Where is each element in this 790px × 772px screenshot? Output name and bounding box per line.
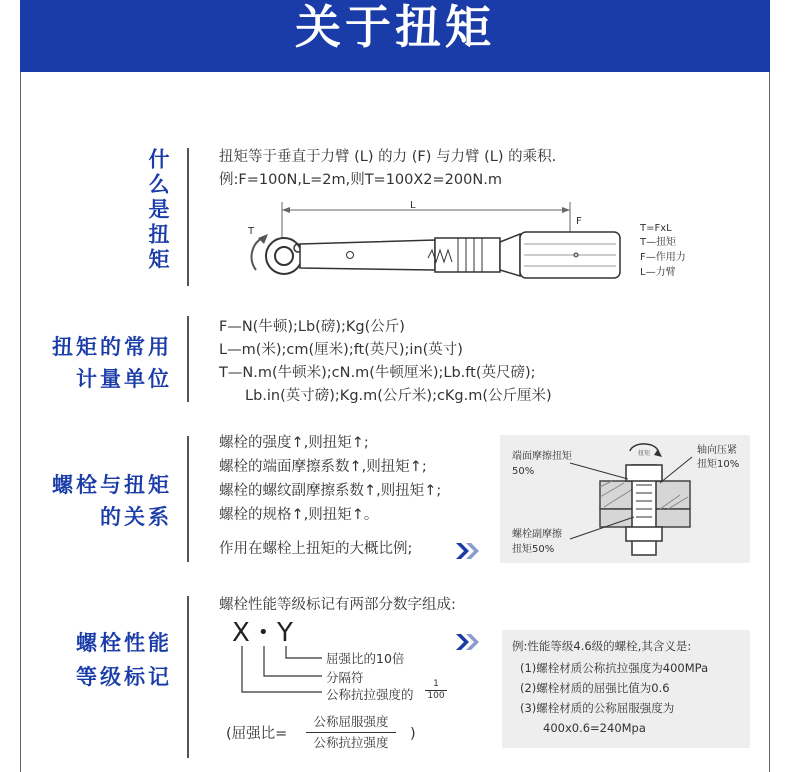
section2-line-3: T—N.m(牛顿米);cN.m(牛顿厘米);Lb.ft(英尺磅);: [219, 365, 536, 381]
section1-line-2: 例:F=100N,L=2m,则T=100X2=200N.m: [219, 172, 502, 188]
ratio-numerator: 公称屈服强度: [306, 712, 396, 733]
section3-line-3: 螺栓的螺纹副摩擦系数↑,则扭矩↑;: [219, 483, 442, 499]
note-strength: 公称抗拉强度的: [326, 687, 414, 702]
section4-title-line-1: 螺栓性能: [76, 631, 172, 655]
ratio-fraction: [306, 712, 396, 753]
section2-line-2: L—m(米);cm(厘米);ft(英尺);in(英寸): [219, 342, 463, 358]
example-line-5: 400x0.6=240Mpa: [543, 721, 646, 735]
example-line-1: 例:性能等级4.6级的螺栓,其含义是:: [512, 639, 692, 653]
mark-leader-lines: [230, 646, 330, 698]
mark-y: Y: [277, 618, 293, 648]
ratio-prefix: (屈强比=: [226, 726, 288, 742]
chevron-right-icon-2: [456, 632, 482, 652]
mark-x: X: [232, 618, 250, 648]
axial-label-2: 扭矩10%: [697, 459, 740, 470]
section3-title-line-1: 螺栓与扭矩: [52, 473, 172, 497]
section4-divider: [187, 596, 189, 758]
section3-divider: [187, 436, 189, 562]
ratio-suffix: ): [410, 726, 416, 742]
note-ratio: 屈强比的10倍: [326, 651, 405, 666]
section3-title-line-2: 的关系: [100, 505, 172, 529]
legend-line-1: T=FxL: [640, 223, 672, 234]
section2-line-4: Lb.in(英寸磅);Kg.m(公斤米);cKg.m(公斤厘米): [245, 388, 552, 404]
thread-label-1: 螺栓副摩擦: [512, 529, 562, 540]
section3-line-4: 螺栓的规格↑,则扭矩↑。: [219, 507, 379, 523]
section3-example-line: 作用在螺栓上扭矩的大概比例;: [219, 541, 413, 557]
ratio-denominator: 公称抗拉强度: [313, 735, 389, 750]
legend-line-4: L—力臂: [640, 267, 676, 278]
section1-line-1: 扭矩等于垂直于力臂 (L) 的力 (F) 与力臂 (L) 的乘积.: [219, 149, 557, 165]
section2-line-1: F—N(牛顿);Lb(磅);Kg(公斤): [219, 319, 405, 335]
section4-intro: 螺栓性能等级标记有两部分数字组成:: [219, 597, 456, 613]
thread-label-2: 扭矩50%: [512, 544, 555, 555]
end-face-label-2: 50%: [512, 466, 535, 477]
note-separator: 分隔符: [326, 670, 364, 685]
section3-line-2: 螺栓的端面摩擦系数↑,则扭矩↑;: [219, 459, 427, 475]
section3-line-1: 螺栓的强度↑,则扭矩↑;: [219, 435, 369, 451]
legend-line-2: T—扭矩: [640, 237, 677, 248]
end-face-label-1: 端面摩擦扭矩: [512, 451, 572, 462]
header-banner: [20, 0, 770, 72]
section2-title-line-2: 计量单位: [76, 367, 172, 391]
fraction-numerator: 1: [425, 679, 447, 691]
example-line-2: (1)螺栓材质公称抗拉强度为400MPa: [520, 661, 709, 675]
label-f: F: [576, 216, 582, 227]
section4-title-line-2: 等级标记: [76, 665, 172, 689]
tiny-label: 扭矩: [638, 450, 651, 457]
example-line-3: (2)螺栓材质的屈强比值为0.6: [520, 681, 670, 695]
label-l: L: [410, 200, 416, 211]
section1-divider: [187, 148, 189, 286]
chevron-right-icon: [456, 541, 482, 561]
axial-label-1: 轴向压紧: [697, 445, 737, 456]
section2-title-line-1: 扭矩的常用: [52, 335, 172, 359]
label-t: T: [248, 226, 255, 237]
mark-dot: •: [258, 622, 269, 643]
page-title: 关于扭矩: [295, 0, 495, 54]
legend-line-3: F—作用力: [640, 252, 686, 263]
fraction-denominator: 100: [427, 691, 445, 701]
section1-title: 什么是扭矩: [146, 148, 170, 273]
section2-divider: [187, 316, 189, 402]
torque-wrench-diagram: [240, 198, 700, 280]
example-line-4: (3)螺栓材质的公称屈服强度为: [520, 701, 675, 715]
fraction: [425, 679, 447, 702]
